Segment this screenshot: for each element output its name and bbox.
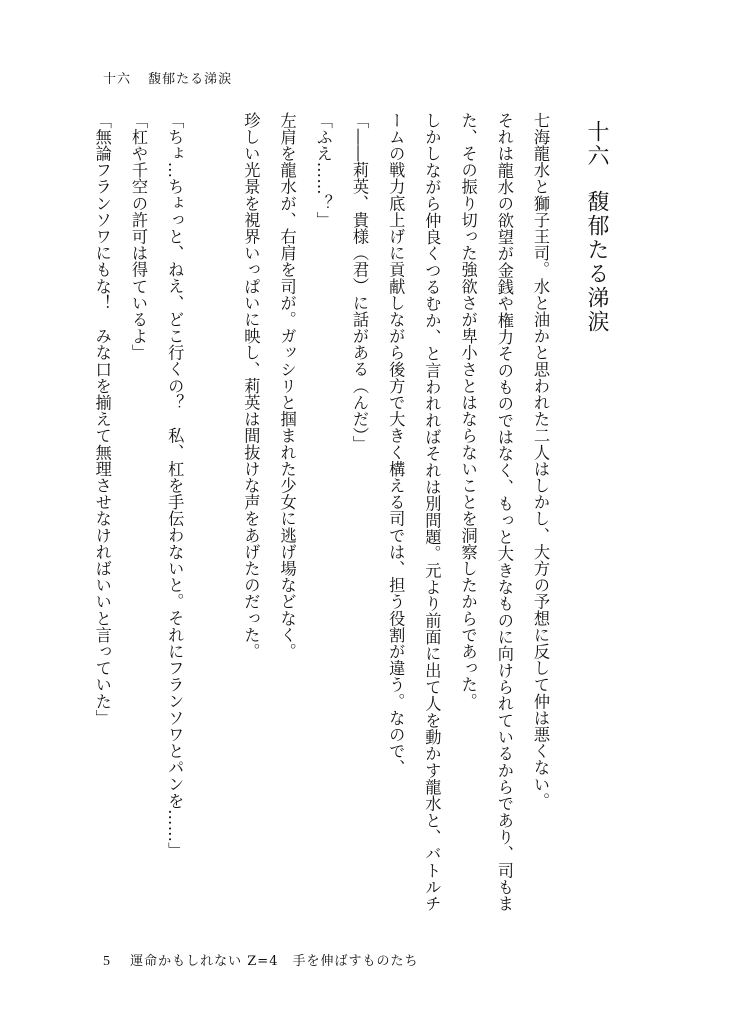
paragraph: しかしながら仲良くつるむか、と言われればそれは別問題。元より前面に出て人を動かす龍水と、バトルチームの戦力底上げに貢献しながら後方で大きく構える司では、担う役割が違う。なので、 — [386, 112, 442, 912]
chapter-title-number: 十六 — [584, 120, 609, 168]
vertical-text-body — [92, 112, 620, 912]
dialogue-line: 「ちょ…ちょっと、ねえ、どこ行くの？ 私、杠を手伝わないと。それにフランソワとパンを……」 — [165, 112, 185, 859]
running-footer — [103, 950, 418, 970]
dialogue-line: 「杠や千空の許可は得ているよ」 — [128, 112, 148, 361]
header-chapter-number: 十六 — [103, 72, 132, 87]
dialogue-line: 「無論フランソワにもな！ みな口を揃えて無理させなければいいと言っていた」 — [92, 112, 112, 727]
paragraph: 七海龍水と獅子王司。水と油かと思われた二人はしかし、大方の予想に反して仲は悪くない。 — [531, 112, 550, 810]
paragraph: それは龍水の欲望が金銭や権力そのものではなく、もっと大きなものに向けられているからであり、司もまた、その振り切った強欲さが卑小さとはならないことを洞察したからであった。 — [458, 112, 514, 912]
dialogue-line: 「ふえ……？」 — [313, 112, 333, 229]
page-number: 5 — [103, 954, 111, 969]
header-chapter-title: 馥郁たる涕涙 — [148, 72, 233, 87]
dialogue-line: 「――莉英、貴様（君）に話がある（んだ）」 — [349, 112, 369, 453]
paragraph: 左肩を龍水が、右肩を司が。ガッシリと掴まれた少女に逃げ場などなく。 — [277, 112, 297, 660]
chapter-title-name: 馥郁たる涕涙 — [584, 190, 609, 334]
chapter-title — [572, 112, 620, 912]
paragraph: 珍しい光景を視界いっぱいに映し、莉英は間抜けな声をあげたのだった。 — [241, 112, 261, 660]
book-title: 運命かもしれない Z=4 手を伸ばすものたち — [130, 954, 419, 969]
running-header — [103, 68, 232, 87]
